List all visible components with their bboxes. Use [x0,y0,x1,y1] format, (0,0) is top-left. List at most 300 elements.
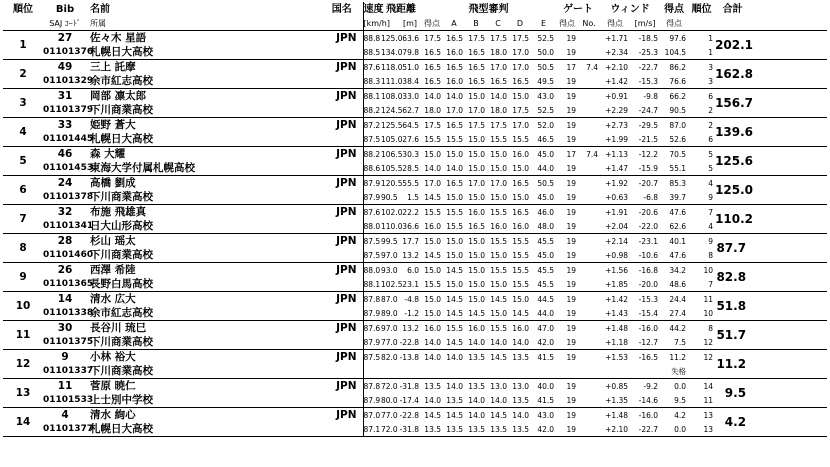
judge-score: 14.5 [424,192,441,202]
header-judge-d: D [516,19,524,28]
speed-value: 88.1 [363,89,381,104]
style-points: 41.5 [537,352,555,362]
judge-score: 17.0 [468,105,485,115]
wind-speed: +1.85 [605,279,629,289]
results-table [3,2,827,437]
distance-points: -1.2 [404,308,419,318]
athlete-total: 125.6 [715,153,754,168]
athlete-bib: 9 [61,350,69,363]
header-gate: ゲート [563,4,594,15]
judge-score: 15.0 [468,134,485,144]
judge-score: 14.5 [446,265,463,275]
speed-value: 87.9 [363,176,381,191]
judge-score: 14.0 [490,337,507,347]
style-points: 49.5 [537,76,555,86]
athlete-name: 小林 裕大 [90,350,136,363]
wind-speed: +0.98 [605,250,629,260]
gate-points [578,306,600,321]
distance-value: 89.0 [381,308,398,318]
speed-value: 87.9 [363,306,381,321]
judge-score: 17.5 [424,120,441,130]
header-gate-points: 得点 [607,19,624,28]
jump-rank: 11 [703,294,714,304]
athlete-total: 156.7 [715,95,754,110]
athlete-saj-code: 01101533 [43,394,94,405]
judge-score: 13.5 [446,424,463,434]
judge-score: 15.0 [468,265,485,275]
judge-score: 16.0 [446,47,463,57]
gate-number: 19 [566,163,577,173]
judge-score: 16.5 [424,76,441,86]
distance-points: 13.2 [402,250,419,260]
table-row-jump2 [3,45,827,60]
judge-score: 16.0 [446,76,463,86]
judge-score: 17.5 [468,120,485,130]
athlete-saj-code: 01101377 [43,423,94,434]
jump-rank: 10 [703,265,714,275]
judge-score: 16.5 [468,47,485,57]
style-points: 45.0 [537,250,555,260]
table-row-jump2 [3,103,827,118]
style-points: 52.5 [537,105,555,115]
table-row-jump2 [3,219,827,234]
judge-score: 14.5 [446,294,463,304]
speed-value: 87.5 [363,350,381,365]
wind-speed: +2.10 [605,424,629,434]
athlete-total: 11.2 [716,356,747,371]
gate-points [578,132,600,147]
jump-rank: 13 [703,424,714,434]
athlete-total: 87.7 [716,240,747,255]
wind-speed: +1.91 [605,207,629,217]
wind-points: -15.3 [638,76,659,86]
athlete-name: 佐々木 星語 [90,31,147,44]
jump-rank: 6 [708,91,714,101]
style-points: 42.0 [537,337,555,347]
gate-number: 19 [566,76,577,86]
athlete-rank: 14 [15,415,31,428]
judge-score: 14.0 [446,91,463,101]
distance-value: 118.0 [381,62,403,72]
jump-points: 90.5 [669,105,687,115]
jump-points: 47.6 [669,207,687,217]
gate-points [578,234,600,249]
header-total: 合計 [722,4,743,15]
judge-score: 13.5 [468,381,485,391]
athlete-total: 162.8 [715,66,754,81]
judge-score: 16.0 [424,221,441,231]
distance-value: 125.5 [381,120,403,130]
athlete-total: 139.6 [715,124,754,139]
style-points: 44.0 [537,163,555,173]
athlete-nation: JPN [336,350,357,363]
wind-points: -24.7 [638,105,659,115]
judge-score: 15.0 [512,91,529,101]
judge-score: 15.0 [468,236,485,246]
nation-spacer [321,335,363,350]
distance-points: -31.8 [399,424,419,434]
judge-score: 17.0 [468,178,485,188]
athlete-nation: JPN [336,263,357,276]
distance-points: 22.2 [402,207,419,217]
wind-speed: +2.73 [605,120,629,130]
header-distance: 飛距離 [386,4,416,15]
speed-value: 87.9 [363,393,381,408]
wind-speed: +1.48 [605,410,629,420]
judge-score: 13.5 [512,352,529,362]
style-points: 45.5 [537,236,555,246]
wind-points: -22.7 [638,424,659,434]
athlete-nation: JPN [336,292,357,305]
judge-score: 14.0 [512,337,529,347]
wind-points: -15.9 [638,163,659,173]
jump-points: 40.1 [669,236,687,246]
speed-value: 88.2 [363,103,381,118]
distance-points: 23.1 [402,279,419,289]
judge-score: 15.0 [468,91,485,101]
judge-score: 16.5 [512,178,529,188]
jump-rank: 4 [708,221,714,231]
distance-value: 80.0 [381,395,398,405]
athlete-name: 布施 飛雄真 [90,205,147,218]
jump-points: 85.3 [669,178,687,188]
judge-score: 17.5 [424,33,441,43]
table-row-jump2 [3,422,827,437]
judge-score: 15.0 [512,163,529,173]
judge-score: 17.0 [512,120,529,130]
jump-rank: 4 [708,178,714,188]
gate-number: 19 [566,221,577,231]
header-name: 名前 [90,4,110,15]
jump-rank: 9 [708,192,714,202]
distance-value [381,364,399,379]
wind-points: -12.7 [638,337,659,347]
gate-number [556,364,578,379]
judge-score: 15.0 [512,294,529,304]
table-row [3,147,827,162]
judge-score: 16.0 [468,323,485,333]
athlete-saj-code: 01101453 [43,162,94,173]
athlete-saj-code: 01101379 [43,104,94,115]
jump-points: 失格 [671,366,687,376]
style-points: 50.5 [537,178,555,188]
speed-value: 88.3 [363,74,381,89]
table-row [3,118,827,133]
nation-spacer [321,190,363,205]
judge-score: 14.0 [446,352,463,362]
judge-score: 15.0 [490,279,507,289]
speed-value: 88.2 [363,147,381,162]
speed-value: 88.8 [363,31,381,46]
gate-number: 17 [566,62,577,72]
athlete-nation: JPN [336,379,357,392]
judge-score: 14.5 [446,410,463,420]
speed-value: 88.1 [363,277,381,292]
athlete-club: 上士別中学校 [90,393,153,406]
judge-score: 14.5 [490,352,507,362]
athlete-rank: 12 [15,357,31,370]
distance-value: 77.0 [381,410,398,420]
athlete-saj-code: 01101338 [43,307,94,318]
athlete-club: 東海大学付属札幌高校 [90,161,195,174]
distance-value: 82.0 [381,352,398,362]
wind-points: -16.0 [638,410,659,420]
athlete-nation: JPN [336,60,357,73]
speed-value: 87.0 [363,408,381,423]
distance-points: 38.4 [402,76,419,86]
judge-score: 13.5 [468,424,485,434]
distance-value: 108.0 [381,91,403,101]
athlete-nation: JPN [336,321,357,334]
jump-points: 11.2 [669,352,687,362]
athlete-bib: 27 [57,31,73,44]
style-points: 47.0 [537,323,555,333]
judge-score: 15.0 [468,149,485,159]
table-row [3,263,827,278]
judge-score: 14.5 [468,308,485,318]
judge-score: 15.5 [446,207,463,217]
judge-score: 14.0 [468,395,485,405]
gate-number: 19 [566,352,577,362]
judge-score: 15.0 [490,163,507,173]
jump-rank: 3 [708,62,714,72]
style-points: 42.0 [537,424,555,434]
judge-score: 15.0 [424,265,441,275]
athlete-bib: 32 [57,205,73,218]
header-speed-unit: [km/h] [363,17,399,31]
athlete-rank: 8 [19,241,27,254]
judge-score: 14.5 [424,410,441,420]
judge-score: 17.0 [490,62,507,72]
judge-score: 16.5 [446,120,463,130]
speed-value: 87.8 [363,379,381,394]
jump-rank [688,364,715,379]
judge-score: 16.0 [512,323,529,333]
athlete-total: 110.2 [715,211,754,226]
judge-score: 16.5 [446,33,463,43]
header-style-points: 得点 [559,19,576,28]
athlete-rank: 13 [15,386,31,399]
speed-value: 87.5 [363,234,381,249]
judge-score: 17.5 [512,105,529,115]
jump-points: 87.0 [669,120,687,130]
jump-rank: 5 [708,149,714,159]
judge-score: 16.0 [468,207,485,217]
gate-number: 19 [566,91,577,101]
judge-score: 15.5 [512,250,529,260]
judge-score: 14.0 [424,91,441,101]
athlete-total: 125.0 [715,182,754,197]
judge-score: 17.0 [424,178,441,188]
wind-points: -23.1 [638,236,659,246]
style-points: 43.0 [537,410,555,420]
athlete-club: 札幌日大高校 [90,132,153,145]
wind-speed: +1.71 [605,33,629,43]
distance-points: 33.0 [402,91,419,101]
athlete-nation: JPN [336,147,357,160]
judge-score: 15.5 [490,323,507,333]
jump-rank: 8 [708,250,714,260]
judge-score: 14.0 [424,395,441,405]
header-nation: 国名 [331,4,352,15]
judge-score: 17.0 [512,47,529,57]
athlete-name: 杉山 瑶太 [90,234,136,247]
athlete-total: 51.7 [716,327,747,342]
judge-score: 13.5 [446,395,463,405]
athlete-rank: 1 [19,38,27,51]
wind-speed: +1.47 [605,163,629,173]
judge-score: 15.0 [446,279,463,289]
jump-rank: 8 [708,323,714,333]
judge-score: 15.5 [490,265,507,275]
athlete-total: 9.5 [724,385,747,400]
athlete-nation: JPN [336,408,357,421]
judge-score: 14.0 [424,337,441,347]
nation-spacer [321,364,363,379]
judge-score: 15.0 [490,250,507,260]
judge-score: 15.5 [512,236,529,246]
athlete-rank: 9 [19,270,27,283]
wind-points: -15.4 [638,308,659,318]
wind-speed: +2.29 [605,105,629,115]
jump-points: 44.2 [669,323,687,333]
athlete-rank: 4 [19,125,27,138]
athlete-name: 西澤 希陸 [90,263,136,276]
judge-score: 15.0 [468,294,485,304]
distance-points: 6.0 [407,265,419,275]
jump-rank: 7 [708,279,714,289]
wind-points: -25.3 [638,47,659,57]
distance-points: 55.5 [402,178,419,188]
wind-points: -10.6 [638,250,659,260]
athlete-name: 森 大耀 [90,147,126,160]
gate-number: 19 [566,192,577,202]
judge-score: 13.0 [490,381,507,391]
style-points: 43.0 [537,91,555,101]
gate-number: 19 [566,395,577,405]
judge-score: 15.0 [446,236,463,246]
jump-points: 97.6 [669,33,687,43]
judge-score: 15.0 [424,236,441,246]
nation-spacer [321,132,363,147]
speed-value: 87.8 [363,292,381,307]
distance-value: 90.5 [381,192,398,202]
gate-points [578,176,600,191]
gate-points [578,248,600,263]
athlete-rank: 11 [15,328,31,341]
nation-spacer [321,422,363,437]
distance-value: 111.0 [381,76,403,86]
table-row-jump2 [3,277,827,292]
table-row [3,292,827,307]
wind-speed: +1.35 [605,395,629,405]
judge-score: 18.0 [490,105,507,115]
judge-score: 15.5 [424,279,441,289]
gate-number: 19 [566,410,577,420]
header-judge-b: B [473,19,479,28]
gate-points [578,408,600,423]
judge-score: 14.0 [424,352,441,362]
table-row [3,89,827,104]
athlete-total: 82.8 [716,269,747,284]
table-row-jump2 [3,161,827,176]
style-points: 45.5 [537,279,555,289]
gate-points [578,379,600,394]
athlete-club: 長野白馬高校 [90,277,153,290]
distance-points: -4.8 [404,294,419,304]
athlete-bib: 46 [57,147,73,160]
wind-points: -16.0 [638,323,659,333]
athlete-saj-code: 01101445 [43,133,94,144]
distance-value: 124.5 [381,105,403,115]
wind-speed: +2.14 [605,236,629,246]
speed-value: 87.1 [363,422,381,437]
judge-score: 17.5 [512,33,529,43]
judge-score: 15.0 [424,294,441,304]
distance-value: 102.0 [381,207,403,217]
athlete-nation: JPN [336,31,357,44]
judge-score: 15.5 [512,265,529,275]
judge-score [487,364,509,379]
header-round-rank: 順位 [691,4,712,15]
wind-speed [600,364,630,379]
style-points: 52.0 [537,120,555,130]
header-wind-points: 得点 [666,19,683,28]
judge-score: 15.5 [446,323,463,333]
judge-score: 14.0 [446,381,463,391]
gate-points [578,292,600,307]
distance-value: 87.0 [381,294,398,304]
speed-value: 87.6 [363,321,381,336]
athlete-rank: 2 [19,67,27,80]
judge-score: 13.5 [512,424,529,434]
style-points: 46.0 [537,207,555,217]
nation-spacer [321,161,363,176]
jump-rank: 14 [703,381,714,391]
header-club: 所属 [90,19,106,28]
judge-score [421,364,443,379]
judge-score: 15.5 [490,207,507,217]
athlete-name: 岡部 凛太郎 [90,89,147,102]
judge-score: 16.0 [512,221,529,231]
style-points: 44.0 [537,308,555,318]
judge-score: 15.0 [446,250,463,260]
gate-number: 19 [566,236,577,246]
nation-spacer [321,248,363,263]
jump-points: 86.2 [669,62,687,72]
table-row [3,234,827,249]
jump-points: 34.2 [669,265,687,275]
athlete-name: 三上 託摩 [90,60,136,73]
distance-points: -17.4 [399,395,419,405]
style-points: 48.0 [537,221,555,231]
distance-value: 97.0 [381,323,398,333]
speed-value: 87.9 [363,190,381,205]
jump-rank: 2 [708,120,714,130]
gate-number: 19 [566,323,577,333]
table-row [3,31,827,46]
nation-spacer [321,103,363,118]
athlete-name: 清水 広大 [90,292,136,305]
jump-points: 48.6 [669,279,687,289]
gate-number: 17 [566,149,577,159]
judge-score: 15.5 [490,134,507,144]
speed-value: 87.6 [363,205,381,220]
athlete-total: 4.2 [724,414,747,429]
header-style: 飛型審判 [468,4,509,15]
jump-rank: 1 [708,33,714,43]
athlete-bib: 24 [57,176,73,189]
